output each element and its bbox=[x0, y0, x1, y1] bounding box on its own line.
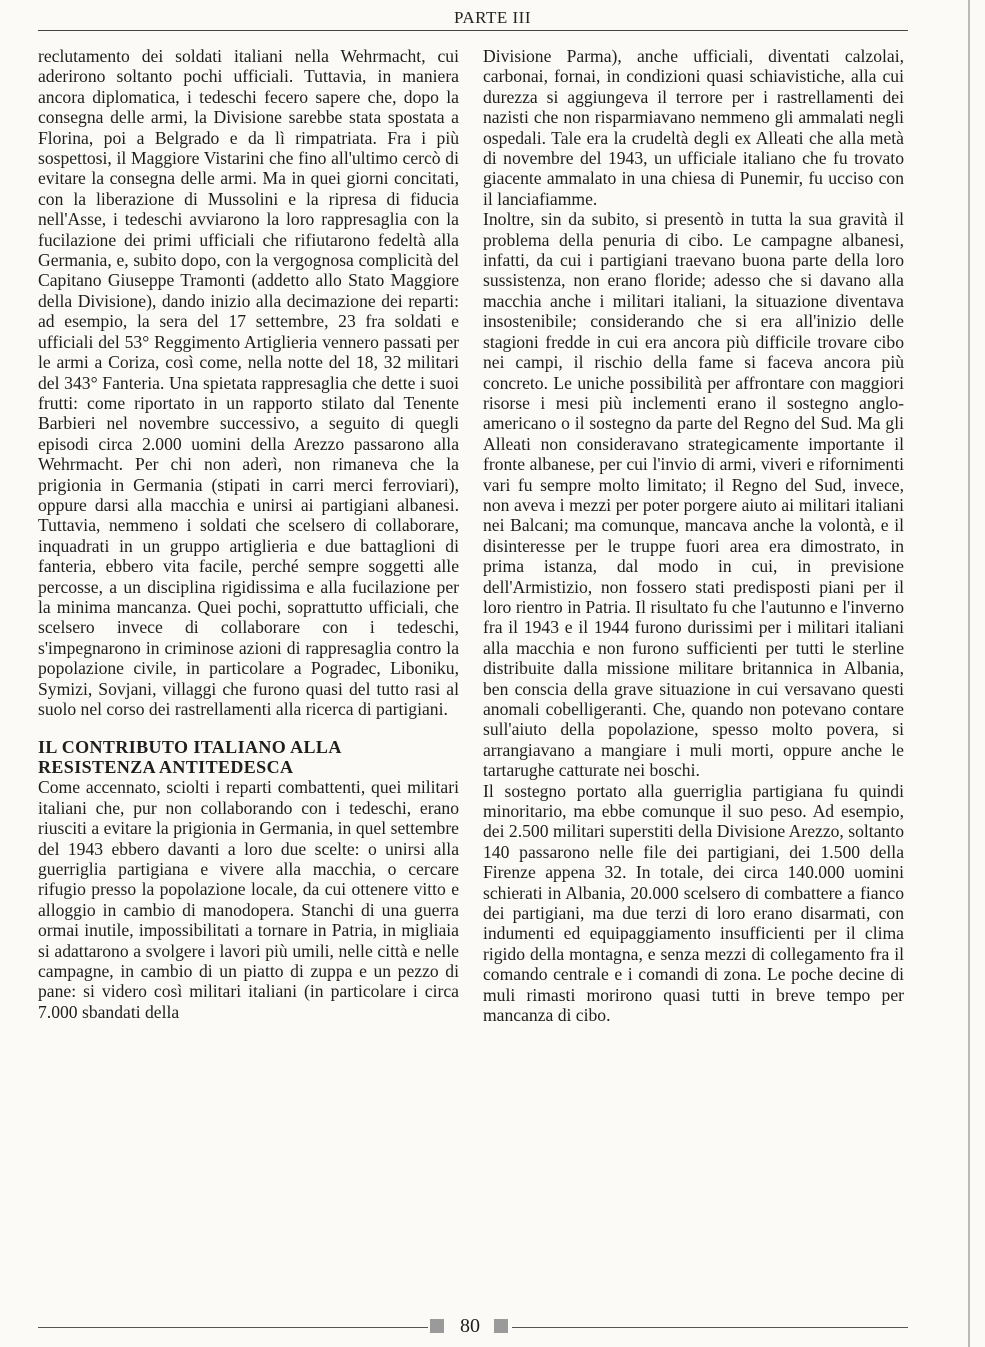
footer-square-icon bbox=[494, 1319, 508, 1333]
header-rule bbox=[38, 30, 908, 31]
body-paragraph: Divisione Parma), anche ufficiali, diventati calzolai, carbonai, fornai, in condizioni quasi schiavistiche, alla cui durezza si aggiungeva il terrore per i rastrellamenti dei nazisti che non risparmiavano nemmeno gli ammalati negli ospedali. Tale era la crudeltà degli ex Alleati che alla metà di novembre del 1943, un ufficiale italiano che fu trovato giacente ammalato in una chiesa di Punemir, fu ucciso con il lanciafiamme. bbox=[483, 46, 904, 209]
body-paragraph: Il sostegno portato alla guerriglia partigiana fu quindi minoritario, ma ebbe comunque il suo peso. Ad esempio, dei 2.500 militari superstiti della Divisione Arezzo, soltanto 140 passarono nelle file dei partigiani, dei 1.500 della Firenze appena 32. In totale, dei circa 140.000 uomini schierati in Albania, 20.000 scelsero di combattere a fianco dei partigiani, ma due terzi di loro erano disarmati, con indumenti ed equipaggiamento insufficienti per il clima rigido della montagna, e senza mezzi di collegamento fra il comando centrale e i comandi di zona. Le poche decine di muli rimasti morirono quasi tutti in breve tempo per mancanza di cibo. bbox=[483, 780, 904, 1026]
running-header: PARTE III bbox=[454, 8, 531, 27]
body-paragraph: Come accennato, sciolti i reparti combattenti, quei militari italiani che, pur non collaborando con i tedeschi, erano riusciti a evitare la prigionia in Germania, in quel settembre del 1943 ebbero davanti a loro due scelte: o unirsi alla guerriglia partigiana e vivere alla macchia, o cercare rifugio presso la popolazione locale, da cui ottenere vitto e alloggio in cambio di manodopera. Stanchi di una guerra ormai inutile, impossibilitati a tornare in Patria, in migliaia si adattarono a svolgere i lavori più umili, nelle città e nelle campagne, in cambio di un piatto di zuppa e un pezzo di pane: si videro così militari italiani (in particolare i circa 7.000 sbandati della bbox=[38, 777, 459, 1022]
right-column bbox=[483, 46, 904, 1026]
left-column bbox=[38, 46, 459, 1022]
body-paragraph: reclutamento dei soldati italiani nella Wehrmacht, cui aderirono soltanto pochi ufficiali. Tuttavia, in maniera ancora diplomatica, i tedeschi fecero sapere che, dopo la consegna delle armi, la Divisione sarebbe stata spostata a Florina, poi a Belgrado e da lì rimpatriata. Fra i più sospettosi, il Maggiore Vistarini che fino all'ultimo cercò di evitare la consegna delle armi. Ma in quei giorni concitati, con la liberazione di Mussolini e la ripresa di fiducia nell'Asse, i tedeschi avviarono la loro rappresaglia con la fucilazione dei primi ufficiali che rifiutarono fedeltà alla Germania, e, subito dopo, con la vergognosa complicità del Capitano Giuseppe Tramonti (addetto allo Stato Maggiore della Divisione), dando inizio alla decimazione dei reparti: ad esempio, la sera del 17 settembre, 23 fra soldati e ufficiali del 53° Reggimento Artiglieria vennero passati per le armi a Coriza, così come, nella notte del 18, 32 militari del 343° Fanteria. Una spietata rappresaglia che dette i suoi frutti: come riportato in un rapporto stilato dal Tenente Barbieri nel novembre successivo, a seguito di quegli episodi circa 2.000 uomini della Arezzo passarono alla Wehrmacht. Per chi non aderì, non rimaneva che la prigionia in Germania (stipati in carri merci ferroviari), oppure darsi alla macchia e unirsi ai partigiani albanesi. Tuttavia, nemmeno i soldati che scelsero di collaborare, inquadrati in un gruppo artiglieria e due battaglioni di fanteria, ebbero vita facile, perché sempre soggetti alle percosse, a un disciplina rigidissima e alla fucilazione per la minima mancanza. Quei pochi, soprattutto ufficiali, che scelsero invece di collaborare con i tedeschi, s'impegnarono in criminose azioni di rappresaglia contro la popolazione civile, in particolare a Pogradec, Liboniku, Symizi, Sovjani, villaggi che furono quasi del tutto rasi al suolo nel corso dei rastrellamenti alla ricerca di partigiani. bbox=[38, 46, 459, 719]
footer-rule-right bbox=[512, 1327, 908, 1328]
scan-edge-line bbox=[968, 0, 970, 1347]
footer-square-icon bbox=[430, 1319, 444, 1333]
page-footer bbox=[0, 1313, 985, 1341]
footer-rule-left bbox=[38, 1327, 428, 1328]
section-heading: IL CONTRIBUTO ITALIANO ALLA RESISTENZA ANTITEDESCA bbox=[38, 737, 341, 778]
body-paragraph: Inoltre, sin da subito, si presentò in tutta la sua gravità il problema della penuria di cibo. Le campagne albanesi, infatti, da cui i partigiani traevano buona parte della loro sussistenza, non erano floride; adesso che si davano alla macchia anche i militari italiani, la situazione diventava insostenibile; considerando che si era all'inizio delle stagioni fredde in cui era ancora più difficile trovare cibo nei campi, il rischio della fame si faceva ancora più concreto. Le uniche possibilità per affrontare con maggiori risorse i mesi più inclementi erano il sostegno anglo-americano o il sostegno da parte del Regno del Sud. Ma gli Alleati non consideravano strategicamente importante il fronte albanese, per cui l'invio di armi, viveri e rifornimenti vari fu sempre molto limitato; il Regno del Sud, invece, non aveva i mezzi per poter porgere aiuto ai militari italiani nei Balcani; ma comunque, mancava anche la volontà, e il disinteresse per le truppe fuori area era dimostrato, in prima istanza, dal modo in cui, in previsione dell'Armistizio, non fossero stati predisposti piani per il loro rientro in Patria. Il risultato fu che l'autunno e l'inverno fra il 1943 e il 1944 furono durissimi per i militari italiani alla macchia e non furono sufficienti per tutti le sterline distribuite dalla missione militare britannica in Albania, ben conscia della grave situazione in cui versavano questi anomali cobelligeranti. Che, quando non potevano contare sull'aiuto della popolazione, spesso molto povera, si arrangiavano a mangiare i muli morti, oppure anche le tartarughe catturate nei boschi. bbox=[483, 209, 904, 781]
page-number: 80 bbox=[460, 1315, 480, 1337]
